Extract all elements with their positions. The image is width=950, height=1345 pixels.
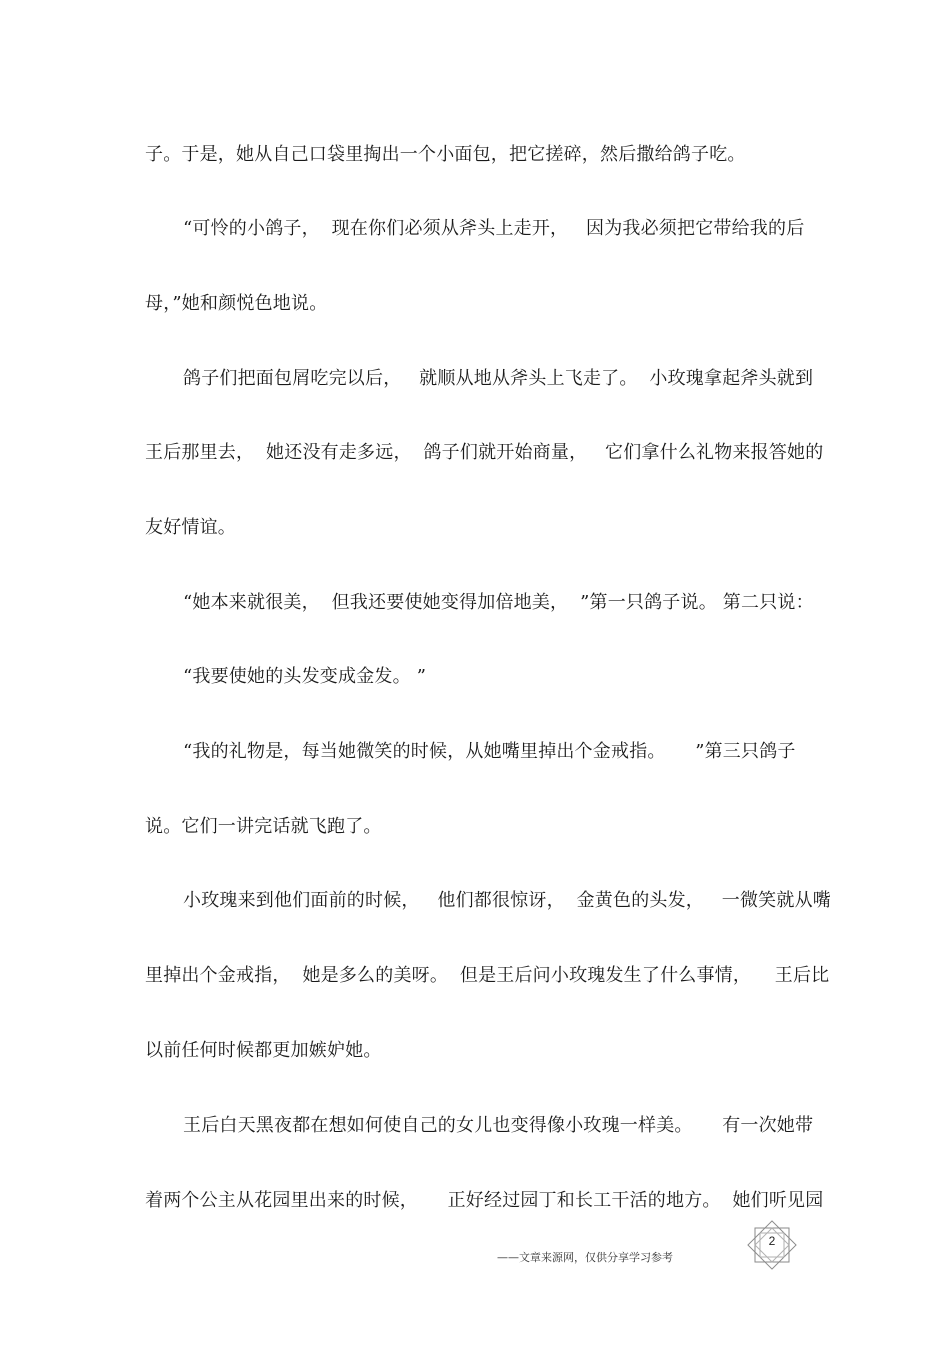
text-line: 母，”她和颜悦色地说。 [145,293,328,314]
text-line: 着两个公主从花园里出来的时候， 正好经过园丁和长工干活的地方。 她们听见园 [145,1190,824,1211]
text-line: “我的礼物是，每当她微笑的时候，从她嘴里掉出个金戒指。 ”第三只鸽子 [183,741,796,762]
page-number: 2 [768,1234,776,1248]
text-line: “我要使她的头发变成金发。 ” [183,666,427,687]
text-line: 小玫瑰来到他们面前的时候， 他们都很惊讶， 金黄色的头发， 一微笑就从嘴 [183,890,831,911]
footer-source-note: ——文章来源网，仅供分享学习参考 [497,1251,673,1264]
text-line: 说。它们一讲完话就飞跑了。 [145,816,382,837]
text-line: 以前任何时候都更加嫉妒她。 [145,1040,382,1061]
text-line: 里掉出个金戒指， 她是多么的美呀。 但是王后问小玫瑰发生了什么事情， 王后比 [145,965,830,986]
text-line: 子。于是，她从自己口袋里掏出一个小面包，把它搓碎，然后撒给鸽子吃。 [145,144,746,165]
text-line: 鸽子们把面包屑吃完以后， 就顺从地从斧头上飞走了。 小玫瑰拿起斧头就到 [183,368,814,389]
page-number-badge [745,1220,799,1270]
text-line: 友好情谊。 [145,517,236,538]
text-line: “她本来就很美， 但我还要使她变得加倍地美， ”第一只鸽子说。 第二只说： [183,592,814,613]
text-line: 王后那里去， 她还没有走多远， 鸽子们就开始商量， 它们拿什么礼物来报答她的 [145,442,824,463]
text-line: “可怜的小鸽子， 现在你们必须从斧头上走开， 因为我必须把它带给我的后 [183,218,805,239]
text-line: 王后白天黑夜都在想如何使自己的女儿也变得像小玫瑰一样美。 有一次她带 [183,1115,814,1136]
